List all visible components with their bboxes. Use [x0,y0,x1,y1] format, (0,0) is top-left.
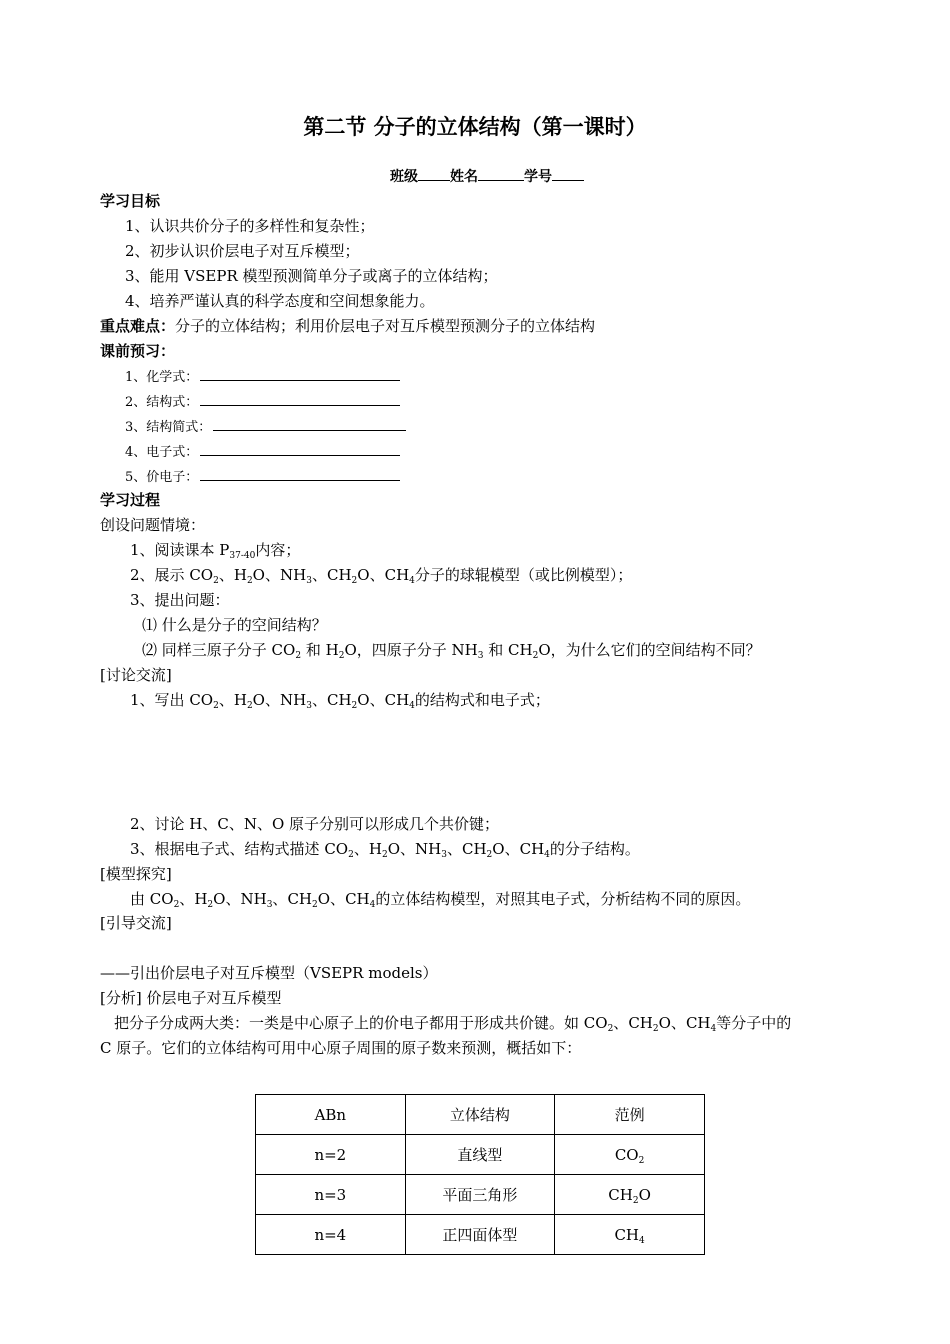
key-points [100,316,595,336]
table-cell-example: $CO_2$ [555,1135,705,1175]
answer-blank[interactable] [213,416,406,431]
table-header-cell: ABn [256,1095,406,1135]
scenario-label: 创设问题情境： [100,516,206,534]
scenario-step-3: 3、提出问题： [130,591,230,609]
preview-label: 5、价电子： [125,470,199,485]
formula-co2: $CO_2$ [149,890,180,910]
discussion-item-1: 1、写出 $CO_2$、$H_2O$、$NH_3$、$CH_2O$、$CH_4$的结构式和电子式； [130,691,550,711]
number-blank[interactable] [552,166,584,181]
process-heading: 学习过程 [100,491,161,509]
table-row [256,1175,705,1215]
scenario-step-1: 1、阅读课本 $P_{37-40}$内容； [130,541,301,561]
discussion-item-3: 3、根据电子式、结构式描述 $CO_2$、$H_2O$、$NH_3$、$CH_2O$、$CH_4$的分子结构。 [130,840,640,860]
answer-blank[interactable] [200,466,400,481]
preview-label: 1、化学式： [125,370,199,385]
model-explore-heading: [模型探究] [100,865,172,883]
preview-heading: 课前预习： [100,342,176,360]
preview-item [125,391,400,413]
formula-nh3: $NH_3$ [280,566,312,586]
guide-line: ——引出价层电子对互斥模型（VSEPR models） [100,964,438,982]
answer-blank[interactable] [200,441,400,456]
table-cell-n: n=4 [256,1215,406,1255]
table-cell-example: $CH_4$ [555,1215,705,1255]
table-cell-shape: 正四面体型 [405,1215,555,1255]
table-row [256,1135,705,1175]
answer-blank[interactable] [200,366,400,381]
formula-ch2o: $CH_2O$ [461,840,505,860]
vsepr-table [255,1094,705,1255]
formula-ch2o: $CH_2O$ [628,1014,671,1034]
formula-ch4: $CH_4$ [345,890,376,910]
question-1: ⑴ 什么是分子的空间结构？ [142,616,327,634]
objective-item: 3、能用 VSEPR 模型预测简单分子或离子的立体结构； [125,267,498,285]
formula-ch2o: $CH_2O$ [287,890,331,910]
formula-nh3: $NH_3$ [415,840,447,860]
preview-label: 3、结构简式： [125,420,212,435]
formula-ch2o: $CH_2O$ [326,691,370,711]
formula-nh3: $NH_3$ [240,890,273,910]
answer-blank[interactable] [200,391,400,406]
objective-item: 2、初步认识价层电子对互斥模型； [125,242,360,260]
class-info [390,166,584,187]
formula-nh3: $NH_3$ [451,641,484,661]
analysis-paragraph-line-1: 把分子分成两大类：一类是中心原子上的价电子都用于形成共价键。如 $CO_2$、$CH_2O$、$CH_4$等分子中的 [114,1014,792,1034]
page-title: 第二节 分子的立体结构（第一课时） [303,115,647,139]
question-2: ⑵ 同样三原子分子 $CO_2$ 和 $H_2O$，四原子分子 $NH_3$ 和 $CH_2O$，为什么它们的空间结构不同？ [142,641,761,661]
preview-label: 2、结构式： [125,395,199,410]
table-cell-example: $CH_2O$ [555,1175,705,1215]
preview-item [125,366,400,388]
table-cell-n: n=3 [256,1175,406,1215]
preview-label: 4、电子式： [125,445,199,460]
objectives-heading: 学习目标 [100,192,161,210]
formula-ch2o: $CH_2O$ [508,641,551,661]
formula-nh3: $NH_3$ [280,691,312,711]
table-header-row [256,1095,705,1135]
model-explore-text: 由 $CO_2$、$H_2O$、$NH_3$、$CH_2O$、$CH_4$的立体结构模型，对照其电子式，分析结构不同的原因。 [130,890,751,910]
discussion-heading: [讨论交流] [100,666,172,684]
table-cell-shape: 直线型 [405,1135,555,1175]
formula-h2o: $H_2O$ [368,840,400,860]
preview-item [125,466,400,488]
formula-co2: $CO_2$ [189,691,219,711]
class-blank[interactable] [418,166,450,181]
name-label: 姓名 [450,169,478,185]
scenario-step-2: 2、展示 $CO_2$、$H_2O$、$NH_3$、$CH_2O$、$CH_4$分子的球辊模型（或比例模型）； [130,566,633,586]
formula-ch4: $CH_4$ [685,1014,717,1034]
formula-ch4: $CH_4$ [519,840,550,860]
table-header-cell: 立体结构 [405,1095,555,1135]
formula-co2: $CO_2$ [271,641,302,661]
name-blank[interactable] [478,166,524,181]
guide-heading: [引导交流] [100,914,172,932]
formula-co2: $CO_2$ [583,1014,614,1034]
formula-ch4: $CH_4$ [384,691,415,711]
formula-ch2o: $CH_2O$ [326,566,370,586]
class-label: 班级 [390,169,418,185]
formula-h2o: $H_2O$ [233,691,265,711]
table-row [256,1215,705,1255]
formula-h2o: $H_2O$ [194,890,226,910]
table-cell-shape: 平面三角形 [405,1175,555,1215]
key-points-label: 重点难点： [100,317,176,335]
formula-h2o: $H_2O$ [325,641,357,661]
table-header-cell: 范例 [555,1095,705,1135]
table-cell-n: n=2 [256,1135,406,1175]
discussion-item-2: 2、讨论 H、C、N、O 原子分别可以形成几个共价键； [130,815,500,833]
objective-item: 1、认识共价分子的多样性和复杂性； [125,217,375,235]
number-label: 学号 [524,169,552,185]
preview-item [125,441,400,463]
formula-co2: $CO_2$ [324,840,354,860]
analysis-paragraph-line-2: C 原子。它们的立体结构可用中心原子周围的原子数来预测，概括如下： [100,1039,582,1057]
key-points-text: 分子的立体结构；利用价层电子对互斥模型预测分子的立体结构 [175,317,596,335]
formula-h2o: $H_2O$ [233,566,265,586]
formula-co2: $CO_2$ [189,566,219,586]
preview-item [125,416,406,438]
analysis-heading: [分析] 价层电子对互斥模型 [100,989,282,1007]
objective-item: 4、培养严谨认真的科学态度和空间想象能力。 [125,292,435,310]
formula-ch4: $CH_4$ [384,566,415,586]
